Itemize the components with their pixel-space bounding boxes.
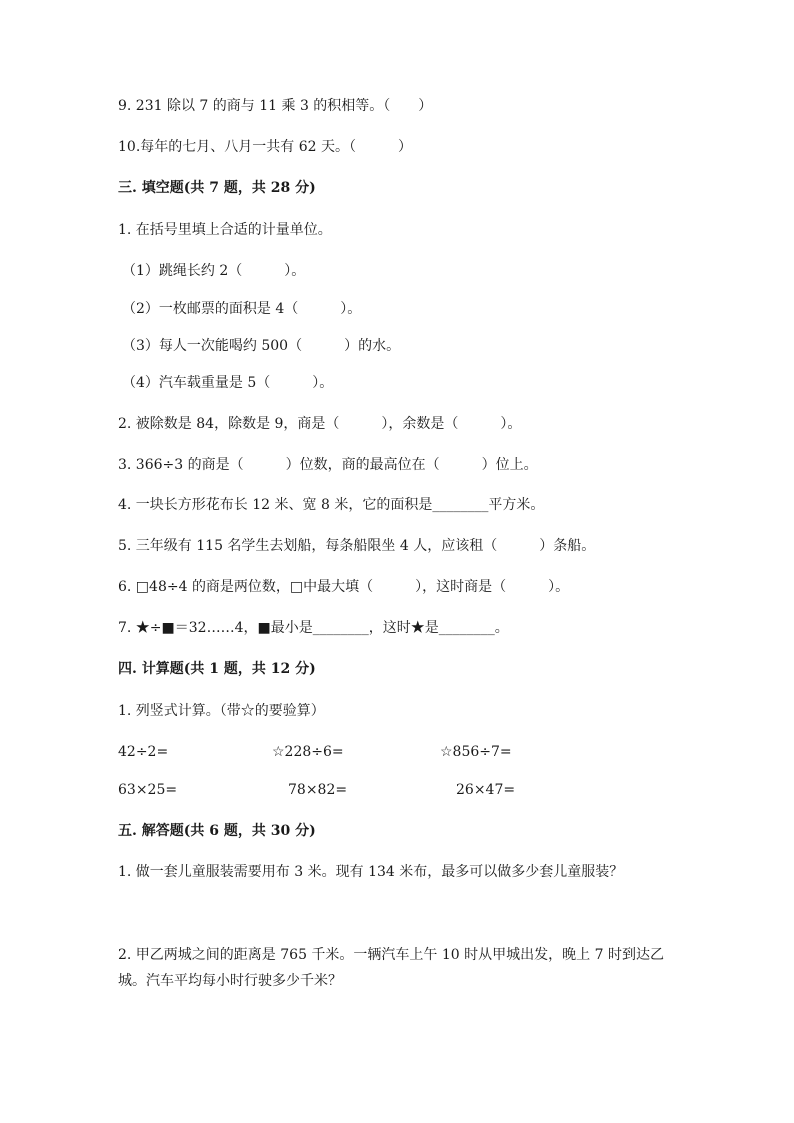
fill-question-1-sub-1: （1）跳绳长约 2（ ）。 bbox=[122, 263, 306, 279]
fill-question-5: 5. 三年级有 115 名学生去划船，每条船限坐 4 人，应该租（ ）条船。 bbox=[118, 538, 596, 554]
fill-question-1-sub-3: （3）每人一次能喝约 500（ ）的水。 bbox=[122, 338, 401, 354]
fill-question-1-sub-4: （4）汽车载重量是 5（ ）。 bbox=[122, 375, 334, 391]
fill-question-1: 1. 在括号里填上合适的计量单位。 bbox=[118, 222, 332, 238]
fill-question-4: 4. 一块长方形花布长 12 米、宽 8 米，它的面积是________平方米。 bbox=[118, 497, 545, 513]
calc-item: ☆228÷6= bbox=[272, 744, 344, 760]
solve-question-1: 1. 做一套儿童服装需要用布 3 米。现有 134 米布，最多可以做多少套儿童服装？ bbox=[118, 864, 624, 880]
calc-item: 42÷2= bbox=[118, 744, 169, 760]
fill-question-2: 2. 被除数是 84，除数是 9，商是（ ），余数是（ ）。 bbox=[118, 416, 522, 432]
fill-question-7: 7. ★÷■＝32……4，■最小是________，这时★是________。 bbox=[118, 620, 509, 636]
fill-question-3: 3. 366÷3 的商是（ ）位数，商的最高位在（ ）位上。 bbox=[118, 457, 538, 473]
section-4-heading: 四. 计算题(共 1 题，共 12 分) bbox=[118, 661, 316, 677]
calc-row-1 bbox=[0, 742, 794, 762]
judgement-question-10: 10.每年的七月、八月一共有 62 天。（ ） bbox=[118, 139, 412, 155]
calc-item: 63×25= bbox=[118, 782, 178, 798]
fill-question-1-sub-2: （2）一枚邮票的面积是 4（ ）。 bbox=[122, 301, 362, 317]
calc-item: 26×47= bbox=[456, 782, 516, 798]
section-5-heading: 五. 解答题(共 6 题，共 30 分) bbox=[118, 823, 316, 839]
calc-row-2 bbox=[0, 780, 794, 800]
calc-item: ☆856÷7= bbox=[440, 744, 512, 760]
fill-question-6: 6. □48÷4 的商是两位数，□中最大填（ ），这时商是（ ）。 bbox=[118, 579, 570, 595]
calc-item: 78×82= bbox=[288, 782, 348, 798]
calc-question-1: 1. 列竖式计算。（带☆的要验算） bbox=[118, 703, 325, 719]
judgement-question-9: 9. 231 除以 7 的商与 11 乘 3 的积相等。（ ） bbox=[118, 98, 433, 114]
section-3-heading: 三. 填空题(共 7 题，共 28 分) bbox=[118, 180, 316, 196]
solve-question-2: 2. 甲乙两城之间的距离是 765 千米。一辆汽车上午 10 时从甲城出发，晚上 7 时到达乙城。汽车平均每小时行驶多少千米？ bbox=[118, 947, 664, 989]
